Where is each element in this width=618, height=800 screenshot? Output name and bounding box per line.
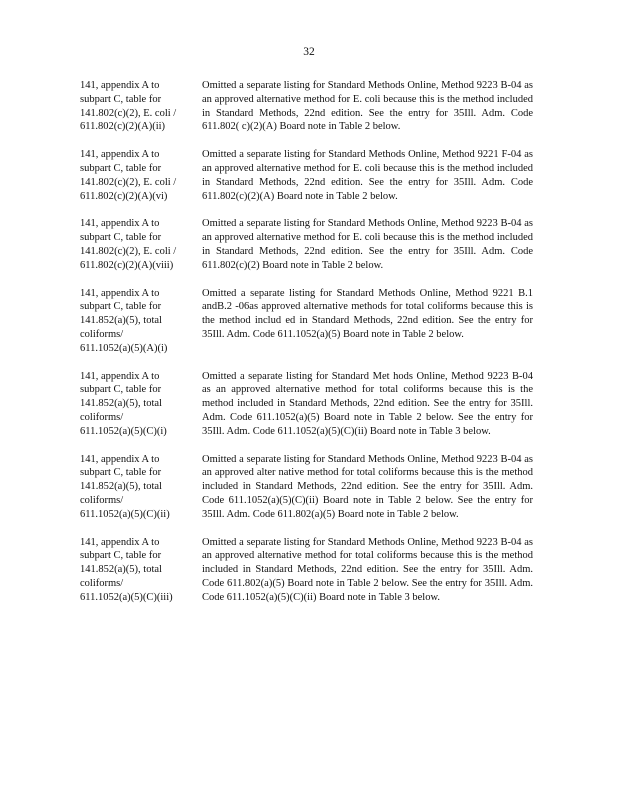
citation-line: 141.852(a)(5), total: [80, 564, 162, 576]
table-row: [80, 148, 540, 203]
citation-line: 141, appendix A to: [80, 453, 160, 465]
table-row: [80, 370, 540, 439]
citation-line: 141, appendix A to: [80, 536, 160, 548]
citation-line: 611.1052(a)(5)(C)(ii): [80, 508, 170, 520]
citation-line: 611.1052(a)(5)(C)(i): [80, 425, 167, 437]
table-row: [80, 79, 540, 134]
federal-citation: [80, 370, 202, 439]
citation-line: 141.852(a)(5), total: [80, 315, 162, 327]
federal-citation: [80, 79, 202, 134]
table-row: [80, 287, 540, 356]
amendment-table: [80, 79, 540, 619]
citation-line: 141.852(a)(5), total: [80, 398, 162, 410]
citation-line: 141.852(a)(5), total: [80, 481, 162, 493]
citation-line: subpart C, table for: [80, 301, 162, 313]
table-row: [80, 536, 540, 605]
explanation-text: Omitted a separate listing for Standard Met hods Online, Method 9223 B-04 as an approved alternative method for total coliforms because this is the method included in Standard Methods, 22nd edition. See the entry for 35Ill. Adm. Code 611.1052(a)(5) Board note in Table 2 below. See the entry for 35Ill. Adm. Code 611.1052(a)(5)(C)(ii) Board note in Table 3 below.: [202, 370, 533, 437]
citation-line: 141, appendix A to: [80, 218, 160, 230]
citation-line: 141, appendix A to: [80, 80, 160, 91]
citation-line: 611.802(c)(2)(A)(vi): [80, 190, 168, 202]
federal-citation: [80, 536, 202, 605]
explanation-text: Omitted a separate listing for Standard Methods Online, Method 9223 B-04 as an approved alternative method for E. coli because this is the method included in Standard Methods, 22nd edition. See the entry for 35Ill. Adm. Code 611.802( c)(2)(A) Board note in Table 2 below.: [202, 80, 533, 133]
citation-line: coliforms/: [80, 577, 124, 589]
federal-citation: [80, 148, 202, 203]
explanation-text: Omitted a separate listing for Standard Methods Online, Method 9221 F-04 as an approved alternative method for E. coli because this is the method included in Standard Methods, 22nd edition. See the entry for 35Ill. Adm. Code 611.802(c)(2)(A) Board note in Table 2 below.: [202, 149, 533, 202]
citation-line: subpart C, table for: [80, 384, 162, 396]
federal-citation: [80, 287, 202, 356]
citation-line: 611.802(c)(2)(A)(viii): [80, 259, 174, 271]
citation-line: 141, appendix A to: [80, 370, 160, 382]
citation-line: coliforms/: [80, 411, 124, 423]
citation-line: coliforms/: [80, 328, 124, 340]
citation-line: 141, appendix A to: [80, 287, 160, 299]
page-number: 32: [303, 46, 315, 58]
citation-line: subpart C, table for: [80, 162, 162, 174]
explanation-text: Omitted a separate listing for Standard Methods Online, Method 9221 B.1 andB.2 -06as approved alternative methods for total coliforms because this is the method includ ed in Standard Methods, 22nd edition. See the entry for 35Ill. Adm. Code 611.1052(a)(5) Board note in Table 2 below.: [202, 287, 533, 340]
explanation-text: Omitted a separate listing for Standard Methods Online, Method 9223 B-04 as an approved alter native method for total coliforms because this is the method included in Standard Methods, 22nd edition. See the entry for 35Ill. Adm. Code 611.1052(a)(5)(C)(ii) Board note in Table 2 below. See the entry for 35Ill. Adm. Code 611.802(a)(5) Board note in Table 2 below.: [202, 453, 533, 520]
citation-line: subpart C, table for: [80, 467, 162, 479]
explanation-text: Omitted a separate listing for Standard Methods Online, Method 9223 B-04 as an approved alternative method for E. coli because this is the method included in Standard Methods, 22nd edition. See the entry for 35Ill. Adm. Code 611.802(c)(2) Board note in Table 2 below.: [202, 218, 533, 271]
citation-line: 611.1052(a)(5)(C)(iii): [80, 591, 173, 603]
table-row: [80, 217, 540, 272]
citation-line: 141.802(c)(2), E. coli /: [80, 176, 177, 188]
citation-line: 611.1052(a)(5)(A)(i): [80, 342, 168, 354]
explanation-text: Omitted a separate listing for Standard Methods Online, Method 9223 B-04 as an approved alternative method for total coliforms because this is the method included in Standard Methods, 22nd edition. See the entry for 35Ill. Adm. Code 611.802(a)(5) Board note in Table 2 below. See the entry for 35Ill. Adm. Code 611.1052(a)(5)(C)(ii) Board note in Table 3 below.: [202, 536, 533, 603]
citation-line: subpart C, table for: [80, 232, 162, 244]
federal-citation: [80, 217, 202, 272]
citation-line: 611.802(c)(2)(A)(ii): [80, 121, 166, 133]
citation-line: coliforms/: [80, 494, 124, 506]
table-row: [80, 453, 540, 522]
citation-line: 141.802(c)(2), E. coli /: [80, 245, 177, 257]
citation-line: subpart C, table for: [80, 550, 162, 562]
citation-line: 141, appendix A to: [80, 149, 160, 161]
citation-line: 141.802(c)(2), E. coli /: [80, 107, 177, 119]
citation-line: subpart C, table for: [80, 93, 162, 105]
federal-citation: [80, 453, 202, 522]
